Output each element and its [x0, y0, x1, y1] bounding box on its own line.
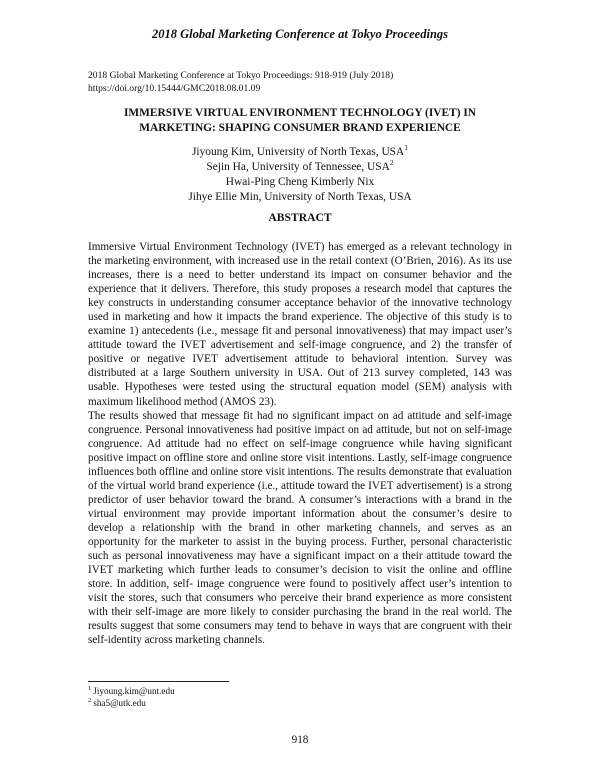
footnote-number: 2	[88, 696, 92, 704]
footnote-item	[88, 698, 175, 710]
abstract-paragraph: The results showed that message fit had no significant impact on ad attitude and self-image congruence. Personal innovativeness had positive impact on ad attitude, but not on self-image congruence. Ad attitude had no effect on self-image congruence while having significant positive impact on offline store and online store visit intentions. Lastly, self-image congruence influences both offline and online store visit intentions. The results demonstrate that evaluation of the virtual world brand experience (i.e., attitude toward the IVET advertisement) is a strong predictor of user behavior toward the brand. A consumer’s interactions with a brand in the virtual environment may provide important information about the consumer’s desire to develop a relationship with the brand in other marketing channels, and serves as an opportunity for the marketer to assist in the buying process. Further, personal characteristic such as personal innovativeness may have a significant impact on a their attitude toward the IVET marketing which further leads to consumer’s decision to visit the online and offline store. In addition, self- image congruence were found to positively affect user’s intention to visit the stores, such that consumers who perceive their brand experience as more consistent with their self-image are more likely to consider purchasing the brand in the real world. The results suggest that some consumers may tend to behave in ways that are congruent with their self-identity across marketing channels.	[88, 409, 512, 647]
author-line	[80, 175, 520, 190]
paper-title	[80, 106, 520, 135]
abstract-heading: ABSTRACT	[268, 211, 332, 224]
author-line	[80, 145, 520, 160]
footnote-email: sha5@utk.edu	[93, 697, 146, 708]
running-head: 2018 Global Marketing Conference at Tokyo Proceedings	[151, 27, 449, 41]
footnote-email: Jiyoung.kim@unt.edu	[93, 686, 175, 696]
author-line	[80, 190, 520, 205]
page-number: 918	[291, 734, 309, 746]
abstract-paragraph: Immersive Virtual Environment Technology (IVET) has emerged as a relevant technology in the marketing environment, with increased use in the retail context (O’Brien, 2016). As its use increases, there is a need to better understand its impact on consumer behavior and the experience that it delivers. Therefore, this study proposes a research model that captures the key constructs in understanding consumer acceptance behavior of the innovative technology used in marketing and how it impacts the brand experience. The objective of this study is to examine 1) antecedents (i.e., message fit and personal innovativeness) that may impact user’s attitude toward the IVET advertisement and self-image congruence, and 2) the transfer of positive or negative IVET advertisement attitude to behavioral intention. Survey was distributed at a large Southern university in USA. Out of 213 survey completed, 143 was usable. Hypotheses were tested using the structural equation model (SEM) analysis with maximum likelihood method (AMOS 23).	[88, 241, 512, 408]
author-name: Sejin Ha, University of Tennessee, USA	[206, 161, 390, 173]
footnote-number: 1	[88, 685, 92, 692]
citation-line: 2018 Global Marketing Conference at Tokyo Proceedings: 918-919 (July 2018)	[88, 70, 394, 81]
title-line-1: IMMERSIVE VIRTUAL ENVIRONMENT TECHNOLOGY (IVET) IN	[123, 107, 477, 119]
title-line-2: MARKETING: SHAPING CONSUMER BRAND EXPERIENCE	[139, 121, 461, 134]
footnotes	[88, 686, 175, 709]
abstract-body	[88, 240, 512, 647]
author-name: Jiyoung Kim, University of North Texas, USA	[192, 146, 405, 158]
footnote-divider	[88, 681, 229, 682]
author-name: Hwai-Ping Cheng Kimberly Nix	[225, 176, 375, 188]
author-line	[80, 160, 520, 175]
footnote-item	[88, 686, 175, 698]
author-name: Jihye Ellie Min, University of North Texas, USA	[188, 191, 412, 203]
footnote-mark: 1	[404, 143, 408, 152]
citation-block	[88, 70, 393, 95]
author-list	[80, 145, 520, 205]
footnote-mark: 2	[389, 158, 394, 167]
doi-line: https://doi.org/10.15444/GMC2018.08.01.09	[88, 82, 261, 94]
